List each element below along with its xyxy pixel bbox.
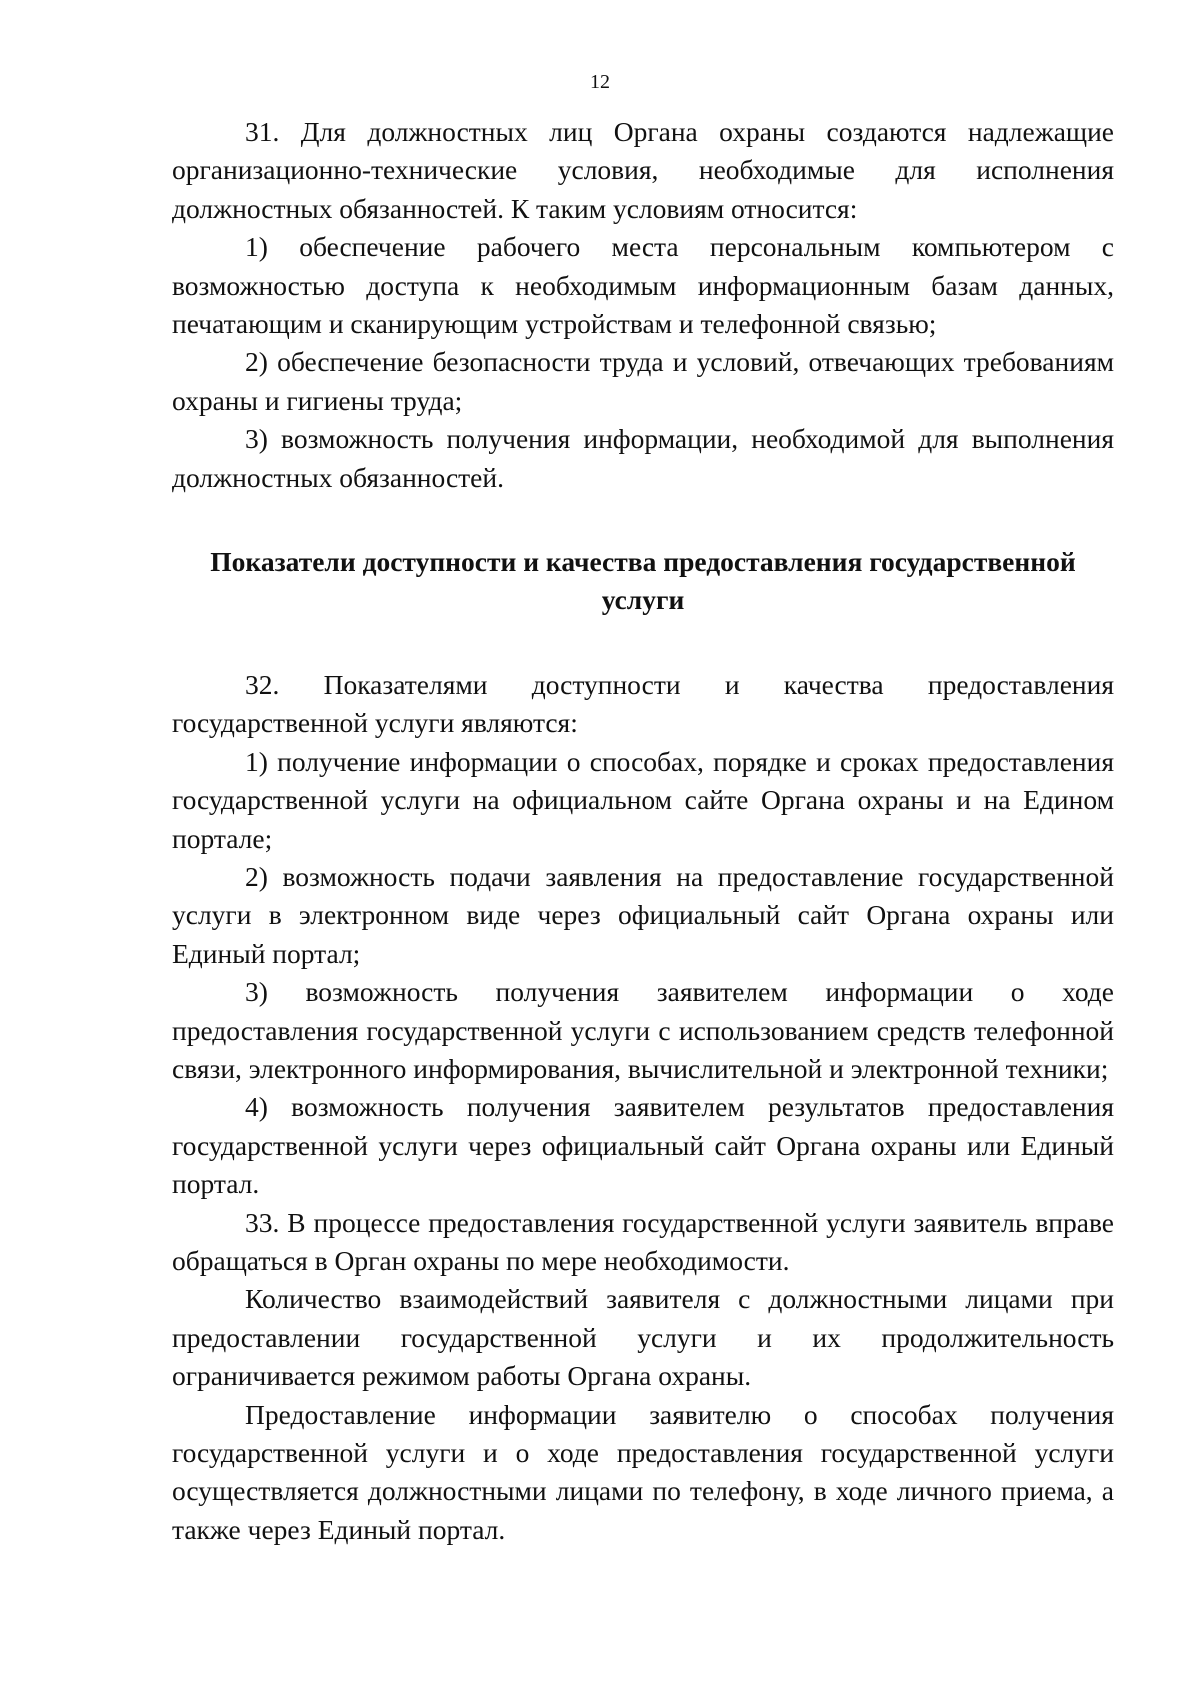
paragraph-31-item-3: 3) возможность получения информации, необходимой для выполнения должностных обязанностей. [172, 423, 1114, 493]
paragraph-32-item-1: 1) получение информации о способах, порядке и сроках предоставления государственной услуги на официальном сайте Органа охраны и на Едином портале; [172, 745, 1114, 854]
document-body [172, 113, 1114, 1549]
paragraph-32-item-4: 4) возможность получения заявителем результатов предоставления государственной услуги через официальный сайт Органа охраны или Единый портал. [172, 1091, 1114, 1200]
paragraph-33-interactions: Количество взаимодействий заявителя с должностными лицами при предоставлении государственной услуги и их продолжительность ограничивается режимом работы Органа охраны. [172, 1283, 1114, 1392]
section-heading: Показатели доступности и качества предоставления государственной услуги [210, 546, 1076, 616]
page-number: 12 [590, 71, 610, 93]
paragraph-33-information: Предоставление информации заявителю о способах получения государственной услуги и о ходе предоставления государственной услуги осуществляется должностными лицами по телефону, в ходе личного приема, а также через Единый портал. [172, 1398, 1114, 1545]
paragraph-31-item-2: 2) обеспечение безопасности труда и условий, отвечающих требованиям охраны и гигиены труда; [172, 346, 1114, 416]
paragraph-32-item-3: 3) возможность получения заявителем информации о ходе предоставления государственной услуги с использованием средств телефонной связи, электронного информирования, вычислительной и электронной техники; [172, 976, 1114, 1084]
paragraph-31-intro: 31. Для должностных лиц Органа охраны создаются надлежащие организационно-технические условия, необходимые для исполнения должностных обязанностей. К таким условиям относится: [172, 116, 1114, 224]
paragraph-33: 33. В процессе предоставления государственной услуги заявитель вправе обращаться в Орган охраны по мере необходимости. [172, 1206, 1114, 1276]
paragraph-32-intro: 32. Показателями доступности и качества предоставления государственной услуги являются: [172, 668, 1114, 739]
paragraph-32-item-2: 2) возможность подачи заявления на предоставление государственной услуги в электронном виде через официальный сайт Органа охраны или Единый портал; [172, 860, 1114, 969]
paragraph-31-item-1: 1) обеспечение рабочего места персональным компьютером с возможностью доступа к необходимым информационным базам данных, печатающим и сканирующим устройствам и телефонной связью; [172, 231, 1114, 340]
